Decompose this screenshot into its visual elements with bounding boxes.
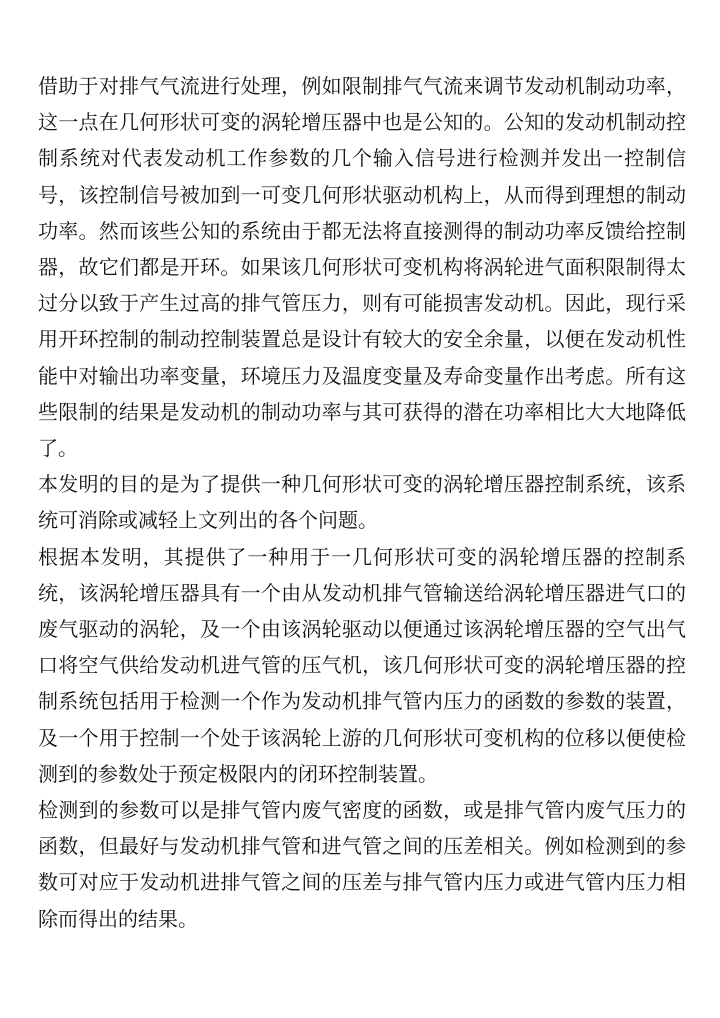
body-text [38, 68, 686, 937]
paragraph-detected-parameter: 检测到的参数可以是排气管内废气密度的函数，或是排气管内废气压力的函数，但最好与发动机排气管和进气管之间的压差相关。例如检测到的参数可对应于发动机进排气管之间的压差与排气管内压力或进气管内压力相除而得出的结果。 [38, 798, 686, 931]
paragraph-objective: 本发明的目的是为了提供一种几何形状可变的涡轮增压器控制系统，该系统可消除或减轻上文列出的各个问题。 [38, 472, 686, 533]
paragraph-background: 借助于对排气气流进行处理，例如限制排气气流来调节发动机制动功率，这一点在几何形状可变的涡轮增压器中也是公知的。公知的发动机制动控制系统对代表发动机工作参数的几个输入信号进行检测并发出一控制信号，该控制信号被加到一可变几何形状驱动机构上，从而得到理想的制动功率。然而该些公知的系统由于都无法将直接测得的制动功率反馈给控制器，故它们都是开环。如果该几何形状可变机构将涡轮进气面积限制得太过分以致于产生过高的排气管压力，则有可能损害发动机。因此，现行采用开环控制的制动控制装置总是设计有较大的安全余量，以便在发动机性能中对输出功率变量，环境压力及温度变量及寿命变量作出考虑。所有这些限制的结果是发动机的制动功率与其可获得的潜在功率相比大大地降低了。 [38, 74, 686, 461]
paragraph-invention-summary: 根据本发明，其提供了一种用于一几何形状可变的涡轮增压器的控制系统，该涡轮增压器具有一个由从发动机排气管输送给涡轮增压器进气口的废气驱动的涡轮，及一个由该涡轮驱动以便通过该涡轮增压器的空气出气口将空气供给发动机进气管的压气机，该几何形状可变的涡轮增压器的控制系统包括用于检测一个作为发动机排气管内压力的函数的参数的装置，及一个用于控制一个处于该涡轮上游的几何形状可变机构的位移以便使检测到的参数处于预定极限内的闭环控制装置。 [38, 544, 686, 786]
